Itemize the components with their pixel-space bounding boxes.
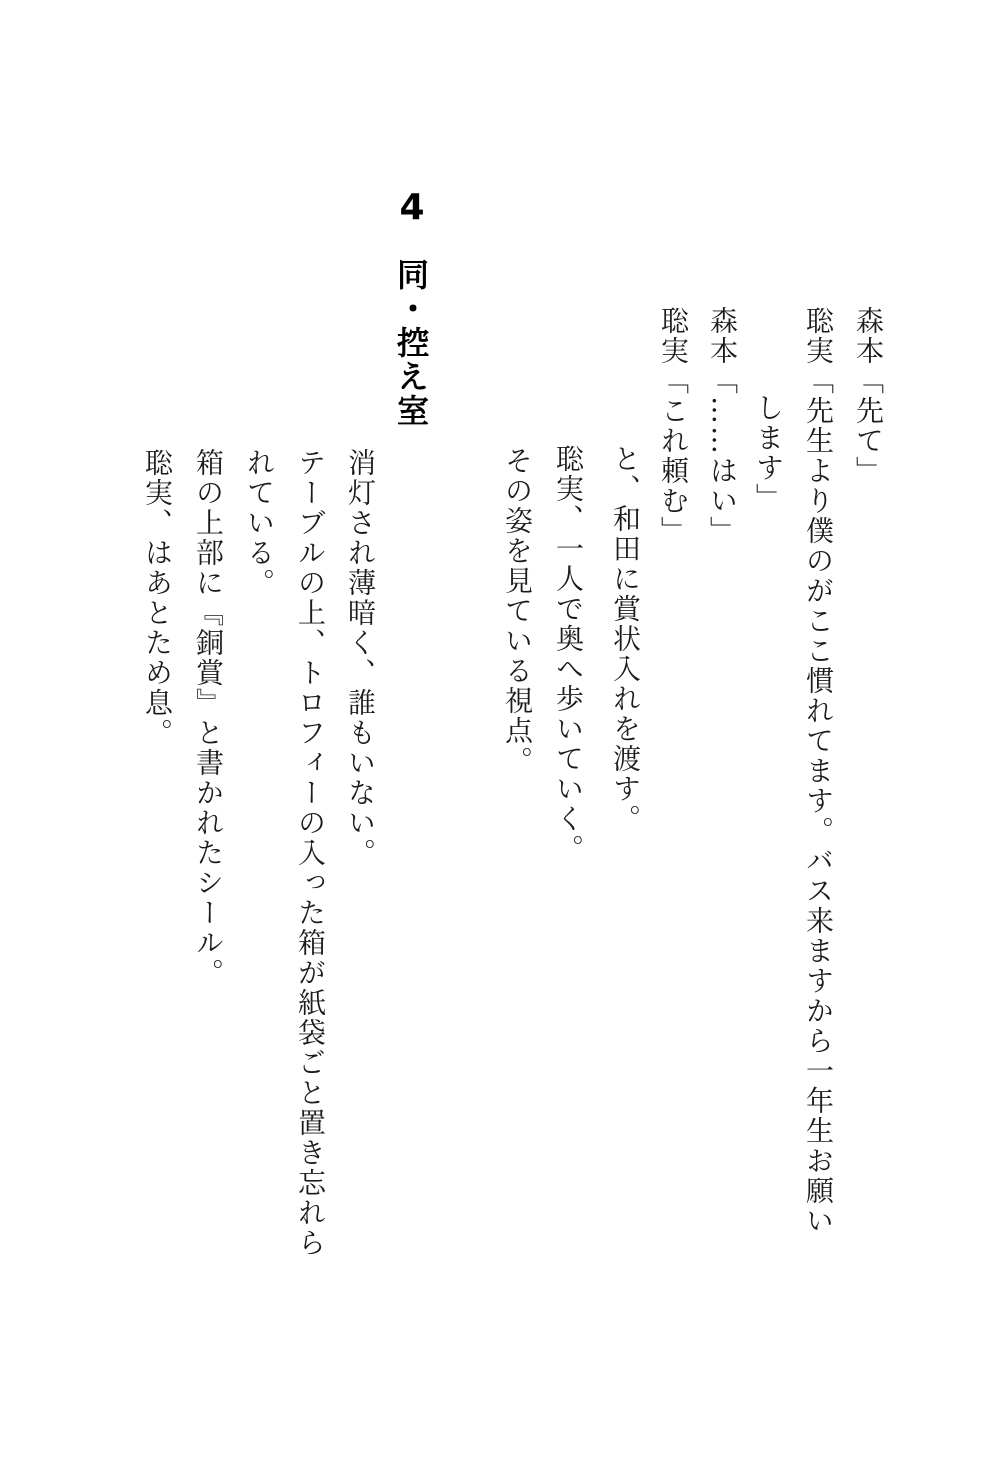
action-line-bronze-prize-sticker: 箱の上部に『銅賞』と書かれたシール。 bbox=[192, 448, 225, 988]
dialogue-line-satomi-1: 聡実「先生より僕のがここ慣れてます。バス来ますから一年生お願い bbox=[802, 306, 835, 1236]
scene-heading: 同・控え室 bbox=[392, 258, 430, 428]
action-line-viewpoint: その姿を見ている視点。 bbox=[501, 446, 534, 776]
scene-number: 4 bbox=[399, 187, 425, 228]
dialogue-line-satomi-1-continuation: します」 bbox=[752, 393, 785, 513]
action-line-hand-over-certificate: と、和田に賞状入れを渡す。 bbox=[609, 444, 642, 834]
dialogue-line-morimoto-2: 森本「……はい」 bbox=[706, 306, 739, 546]
dialogue-line-morimoto-1: 森本「先て」 bbox=[852, 306, 885, 486]
action-line-lights-out: 消灯され薄暗く、誰もいない。 bbox=[344, 448, 377, 868]
action-line-satomi-sighs: 聡実、はあとため息。 bbox=[141, 448, 174, 748]
action-line-trophy-box: テーブルの上、トロフィーの入った箱が紙袋ごと置き忘れら bbox=[294, 448, 327, 1258]
action-line-walks-away: 聡実、一人で奥へ歩いていく。 bbox=[552, 444, 585, 864]
dialogue-line-satomi-2: 聡実「これ頼む」 bbox=[657, 306, 690, 546]
action-line-trophy-box-continuation: れている。 bbox=[243, 448, 276, 598]
